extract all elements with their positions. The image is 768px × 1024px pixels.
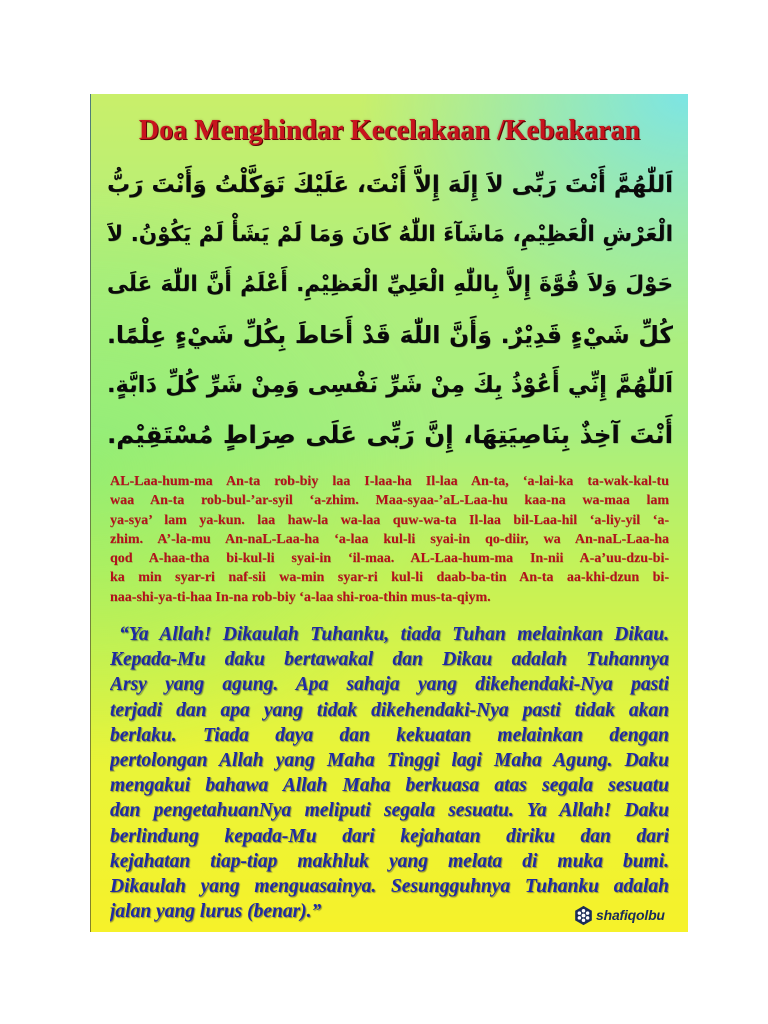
translation-line: jalan yang lurus (benar).” [110, 901, 322, 923]
arabic-prayer-text [107, 160, 673, 460]
translation-line: Kepada-Mu daku bertawakal dan Dikau adalah Tuhannya [110, 649, 669, 671]
arabic-line: اَللّٰهُمَّ أَنْتَ رَبِّى لاَ إِلَهَ إِلاَّ أَنْتَ، عَلَيْكَ تَوَكَّلْتُ وَأَنْتَ رَبُّ [107, 172, 673, 198]
translation-line: terjadi dan apa yang tidak dikehendaki-Nya pasti tidak akan [110, 699, 669, 721]
transliteration-line: AL-Laa-hum-ma An-ta rob-biy laa I-laa-ha Il-laa An-ta, ‘a-lai-ka ta-wak-kal-tu [110, 474, 669, 489]
transliteration-paragraph [110, 472, 669, 607]
transliteration-line: ka min syar-ri naf-sii wa-min syar-ri kul-li daab-ba-tin An-ta aa-khi-dzun bi- [110, 570, 669, 586]
translation-line: “Ya Allah! Dikaulah Tuhanku, tiada Tuhan melainkan Dikau. [119, 624, 669, 645]
translation-line: Dikaulah yang menguasainya. Sesungguhnya Tuhanku adalah [110, 875, 669, 897]
translation-line: pertolongan Allah yang Maha Tinggi lagi Maha Agung. Daku [110, 749, 669, 771]
transliteration-line: waa An-ta rob-bul-’ar-syil ‘a-zhim. Maa-syaa-’aL-Laa-hu kaa-na wa-maa lam [110, 493, 669, 509]
translation-line: berlaku. Tiada daya dan kekuatan melainkan dengan [110, 724, 669, 746]
transliteration-line: zhim. A’-la-mu An-naL-Laa-ha ‘a-laa kul-li syai-in qo-diir, wa An-naL-Laa-ha [110, 531, 669, 547]
poster [90, 94, 688, 932]
logo-text: shafiqolbu [596, 907, 665, 923]
translation-line: berlindung kepada-Mu dari kejahatan diriku dan dari [110, 825, 669, 847]
translation-paragraph [110, 622, 669, 924]
transliteration-line: ya-sya’ lam ya-kun. laa haw-la wa-laa quw-wa-ta Il-laa bil-Laa-hil ‘a-liy-yil ‘a- [110, 512, 669, 528]
transliteration-line: qod A-haa-tha bi-kul-li syai-in ‘il-maa. AL-Laa-hum-ma In-nii A-a’uu-dzu-bi- [110, 551, 669, 567]
translation-line: mengakui bahawa Allah Maha berkuasa atas segala sesuatu [110, 775, 669, 797]
arabic-line: الْعَرْشِ الْعَظِيْمِ، مَاشَآءَ اللّٰهُ كَانَ وَمَا لَمْ يَشَأْ لَمْ يَكُوْنُ. لاَ [107, 222, 673, 247]
arabic-line: اَللّٰهُمَّ إِنِّي أَعُوْذُ بِكَ مِنْ شَرِّ نَفْسِى وَمِنْ شَرِّ كُلِّ دَابَّةٍ. [107, 372, 673, 398]
arabic-line: أَنْتَ آخِذٌ بِنَاصِيَتِهَا، إِنَّ رَبِّى عَلَى صِرَاطٍ مُسْتَقِيْم. [107, 420, 673, 449]
shafiqolbu-logo [573, 904, 665, 926]
translation-line: kejahatan tiap-tiap makhluk yang melata di muka bumi. [110, 850, 669, 872]
translation-line: dan pengetahuanNya meliputi segala sesuatu. Ya Allah! Daku [110, 800, 669, 822]
document-title: Doa Menghindar Kecelakaan /Kebakaran [138, 115, 641, 146]
arabic-line: كُلِّ شَيْءٍ قَدِيْرٌ. وَأَنَّ اللّٰهَ قَدْ أَحَاطَ بِكُلِّ شَيْءٍ عِلْمًا. [107, 321, 673, 349]
translation-line: Arsy yang agung. Apa sahaja yang dikehendaki-Nya pasti [110, 674, 669, 696]
transliteration-line: naa-shi-ya-ti-haa In-na rob-biy ‘a-laa shi-roa-thin mus-ta-qiym. [110, 589, 491, 605]
arabic-line: حَوْلَ وَلاَ قُوَّةَ إِلاَّ بِاللّٰهِ الْعَلِيِّ الْعَظِيْمِ. أَعْلَمُ أَنَّ اللّٰهَ عَلَى [107, 272, 673, 297]
logo-emblem-icon [573, 905, 594, 926]
